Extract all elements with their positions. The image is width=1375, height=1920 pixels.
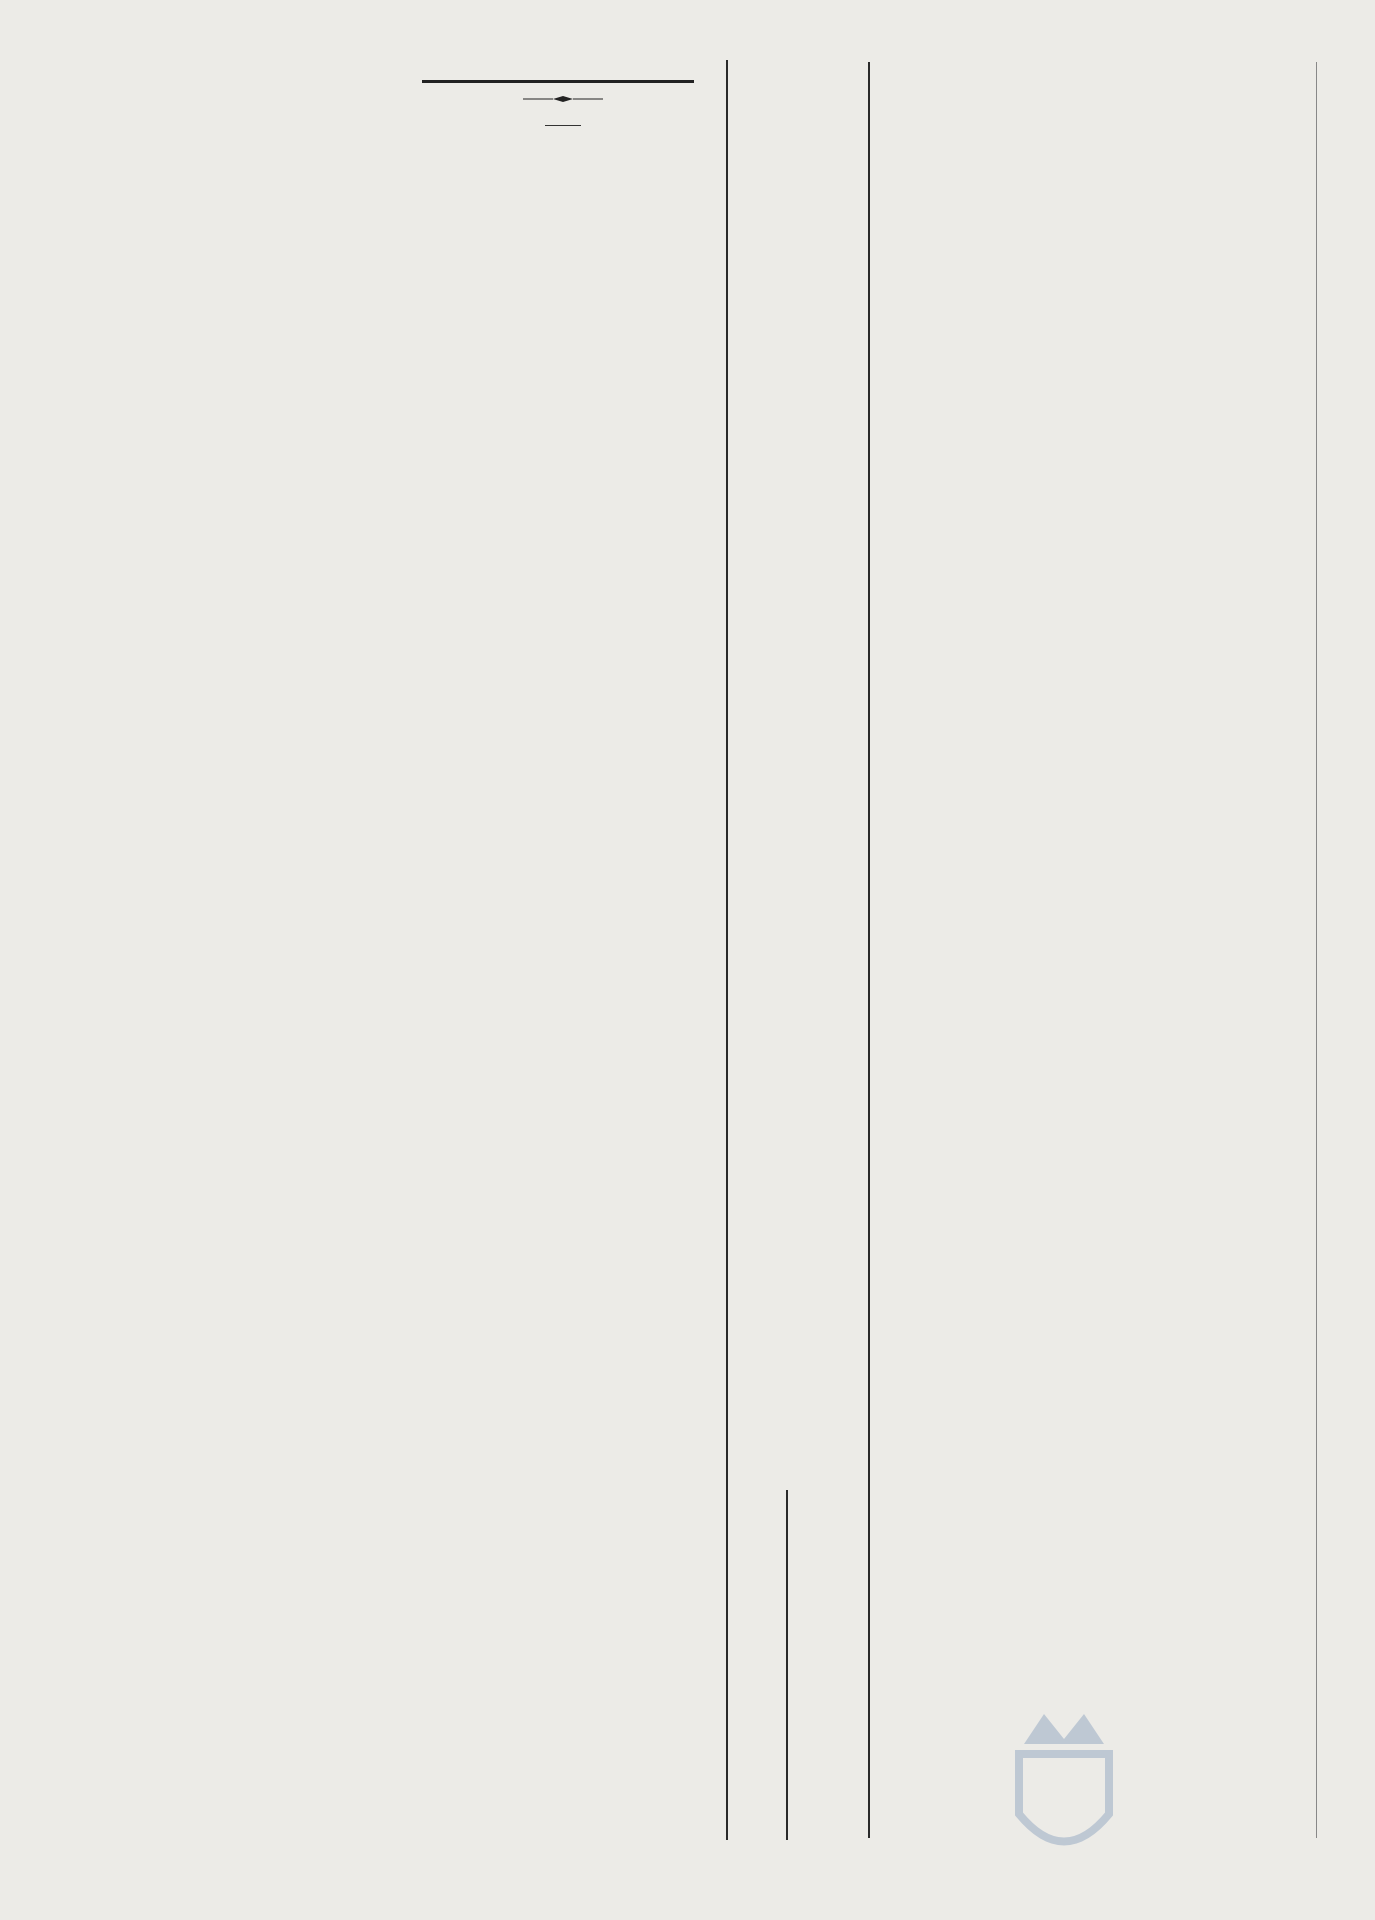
crown-shield-icon (1004, 1704, 1124, 1874)
watermark-logo (1004, 1704, 1304, 1884)
